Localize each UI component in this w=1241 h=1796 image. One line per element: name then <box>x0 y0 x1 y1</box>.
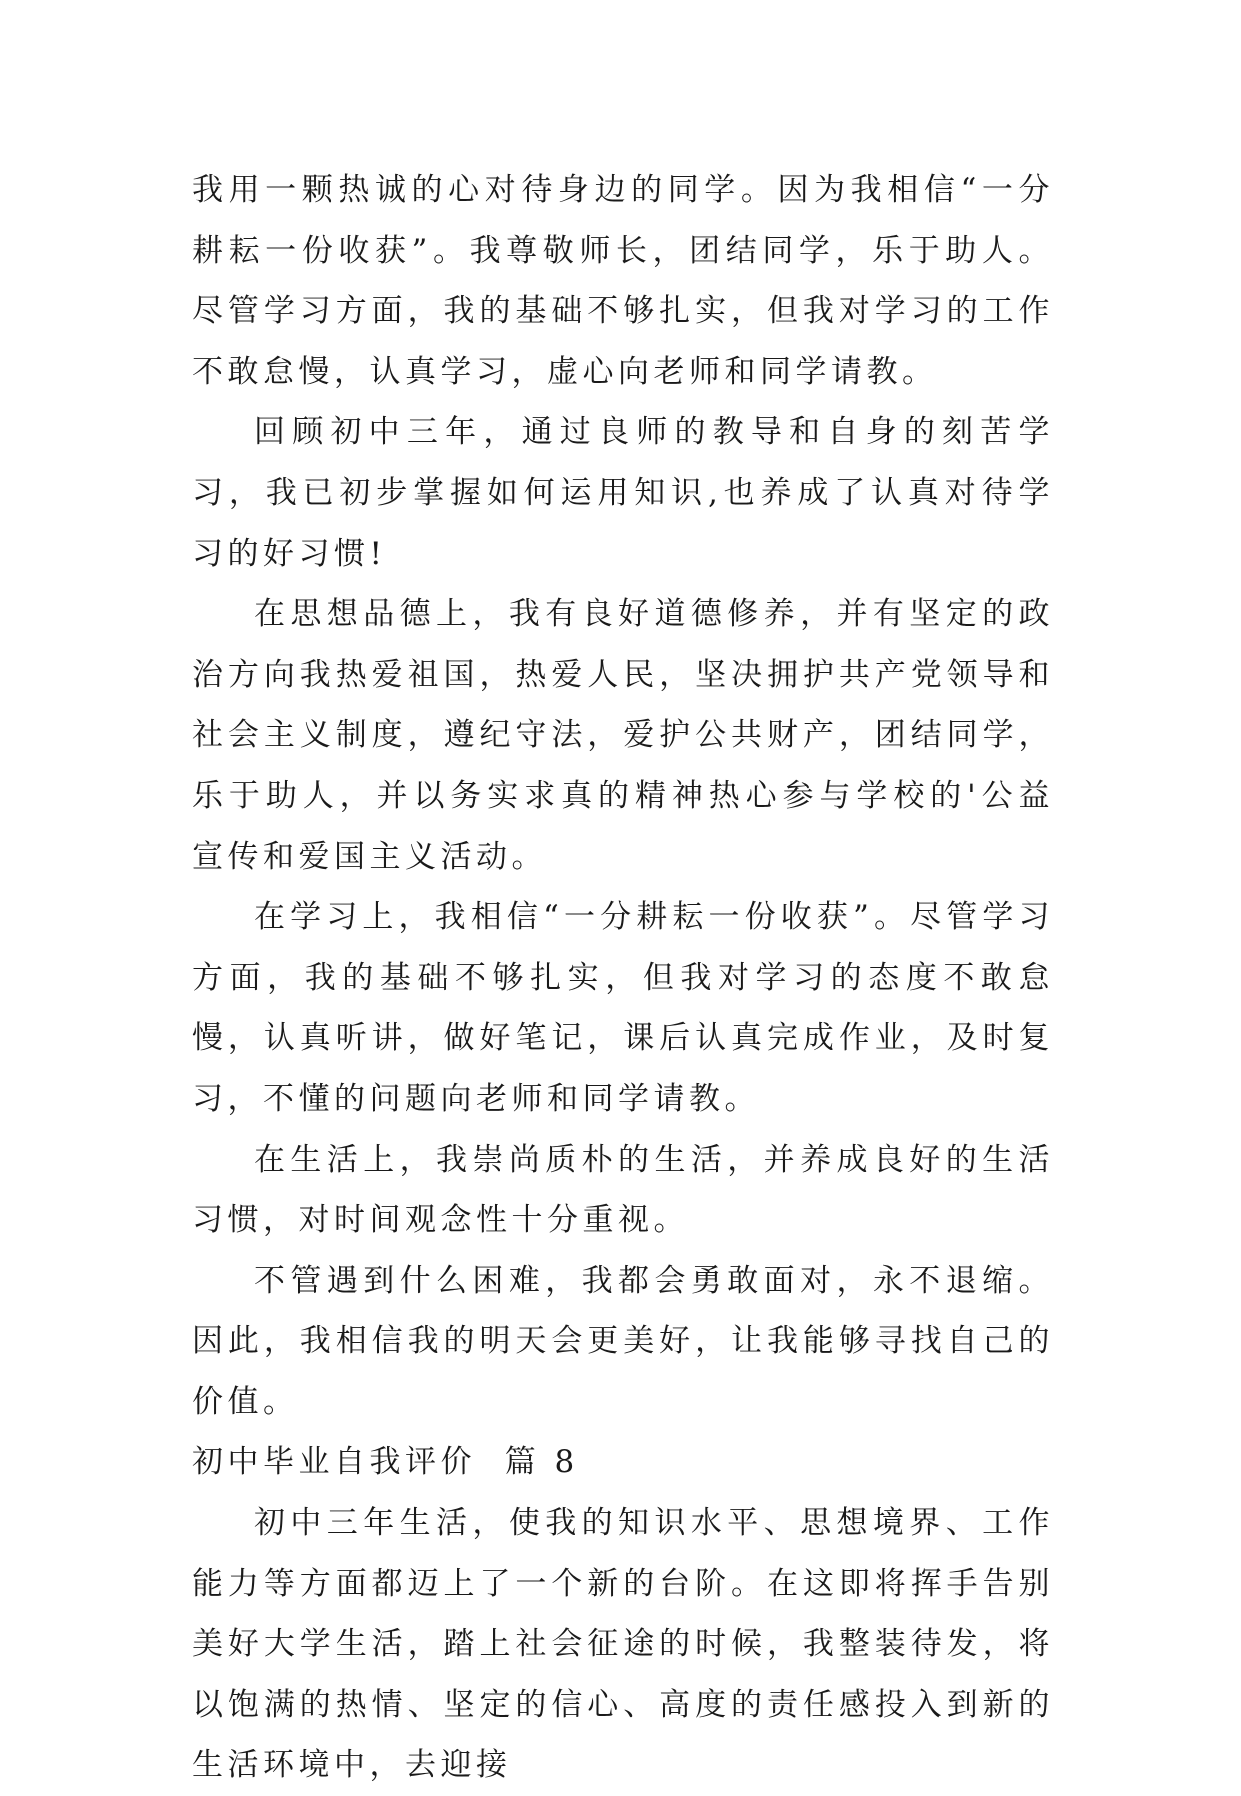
section-heading: 初中毕业自我评价 篇 8 <box>192 1444 579 1481</box>
paragraph-4: 在学习上，我相信“一分耕耘一份收获”。尽管学习方面，我的基础不够扎实，但我对学习的态度不敢怠慢，认真听讲，做好笔记，课后认真完成作业，及时复习，不懂的问题向老师和同学请教。 <box>192 899 1054 1117</box>
paragraph-7: 初中三年生活，使我的知识水平、思想境界、工作能力等方面都迈上了一个新的台阶。在这即将挥手告别美好大学生活，踏上社会征途的时候，我整装待发，将以饱满的热情、坚定的信心、高度的责任感投入到新的生活环境中，去迎接 <box>192 1505 1054 1784</box>
paragraph-1: 我用一颗热诚的心对待身边的同学。因为我相信“一分耕耘一份收获”。我尊敬师长，团结同学，乐于助人。尽管学习方面，我的基础不够扎实，但我对学习的工作不敢怠慢，认真学习，虚心向老师和同学请教。 <box>192 172 1054 390</box>
document-body <box>192 160 1054 1796</box>
paragraph-5: 在生活上，我崇尚质朴的生活，并养成良好的生活习惯，对时间观念性十分重视。 <box>192 1141 1054 1239</box>
paragraph-6: 不管遇到什么困难，我都会勇敢面对，永不退缩。因此，我相信我的明天会更美好，让我能够寻找自己的价值。 <box>192 1262 1054 1420</box>
paragraph-3: 在思想品德上，我有良好道德修养，并有坚定的政治方向我热爱祖国，热爱人民，坚决拥护共产党领导和社会主义制度，遵纪守法，爱护公共财产，团结同学，乐于助人，并以务实求真的精神热心参与学校的'公益宣传和爱国主义活动。 <box>192 596 1054 875</box>
paragraph-2: 回顾初中三年，通过良师的教导和自身的刻苦学习，我已初步掌握如何运用知识,也养成了认真对待学习的好习惯! <box>192 414 1054 572</box>
